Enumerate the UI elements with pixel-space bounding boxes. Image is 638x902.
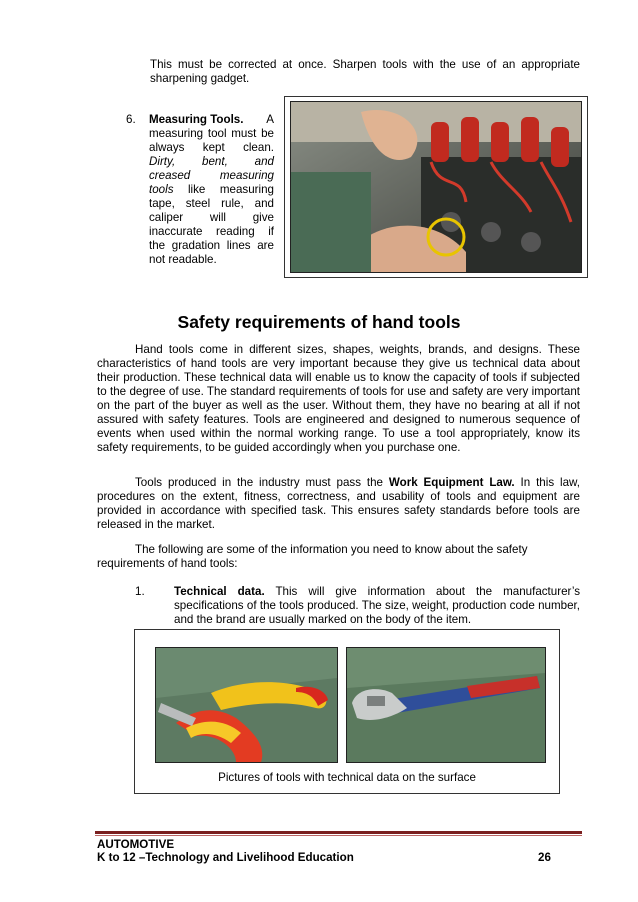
- measuring-line: the gradation lines are: [149, 239, 274, 252]
- measuring-line: tape, steel rule, and: [149, 197, 274, 210]
- measuring-line: tools like measuring: [149, 183, 274, 196]
- measuring-first-tail: A: [266, 113, 274, 126]
- item-number: 1.: [135, 585, 145, 598]
- measuring-line: inaccurate reading if: [149, 225, 274, 238]
- pliers-photo: [155, 647, 338, 763]
- measuring-line: caliper will give: [149, 211, 274, 224]
- engine-photo-frame: [284, 96, 588, 278]
- item-number: 6.: [126, 113, 136, 126]
- measuring-line: measuring tool must be: [149, 127, 274, 140]
- para2-post: In this law, procedures on the extent, fitness, correctness, and usability of tools and equipment are provided in accordance with specified task. This ensures safety standards before tools are released in the market.: [97, 476, 580, 531]
- work-equipment-law: Work Equipment Law.: [388, 476, 515, 489]
- wrench-photo: [346, 647, 546, 763]
- measuring-line: Dirty, bent, and: [149, 155, 274, 168]
- measuring-line: creased measuring: [149, 169, 274, 182]
- footer-subject: AUTOMOTIVE: [97, 838, 175, 851]
- footer-rule-thin: [95, 835, 582, 836]
- tools-pictures-box: [134, 629, 560, 794]
- page-number: 26: [538, 851, 551, 864]
- technical-data-title: Technical data.: [174, 585, 265, 598]
- engine-photo: [290, 101, 582, 273]
- pictures-caption: Pictures of tools with technical data on the surface: [218, 771, 476, 784]
- paragraph-work-equipment: [97, 476, 580, 532]
- para2-pre: Tools produced in the industry must pass the: [135, 476, 389, 489]
- technical-data-text: This will give information about the manufacturer’s specifications of the tools produced. The size, weight, production code number, and the brand are usually marked on the body of the item.: [174, 585, 580, 626]
- section-title: Safety requirements of hand tools: [177, 312, 461, 332]
- footer-course: K to 12 –Technology and Livelihood Education: [97, 851, 354, 864]
- footer-rule: [95, 831, 582, 834]
- paragraph-hand-tools: Hand tools come in different sizes, shapes, weights, brands, and designs. These characteristics of hand tools are very important because they give us technical data about their production. These technical data will enable us to know the capacity of tools if subjected to the degree of use. The standard requirements of tools for use and safety are very important on the part of the buyer as well as the user. Without them, they have no bearing at all if not assured with safety features. Tools are engineered and designed to numerous sequence of events when used within the normal working range. To use a tool appropriately, know its safety requirements, to be guided accordingly when you purchase one.: [97, 343, 580, 454]
- measuring-line: not readable.: [149, 253, 217, 266]
- paragraph-following: The following are some of the information you need to know about the safety requirements of hand tools:: [97, 543, 528, 570]
- measuring-tools-title: Measuring Tools.: [149, 113, 244, 126]
- continuation-paragraph: This must be corrected at once. Sharpen tools with the use of an appropriate sharpening gadget.: [150, 58, 580, 85]
- technical-data-item: [174, 585, 580, 627]
- measuring-line: always kept clean.: [149, 141, 274, 154]
- measuring-tools-block: [149, 113, 274, 267]
